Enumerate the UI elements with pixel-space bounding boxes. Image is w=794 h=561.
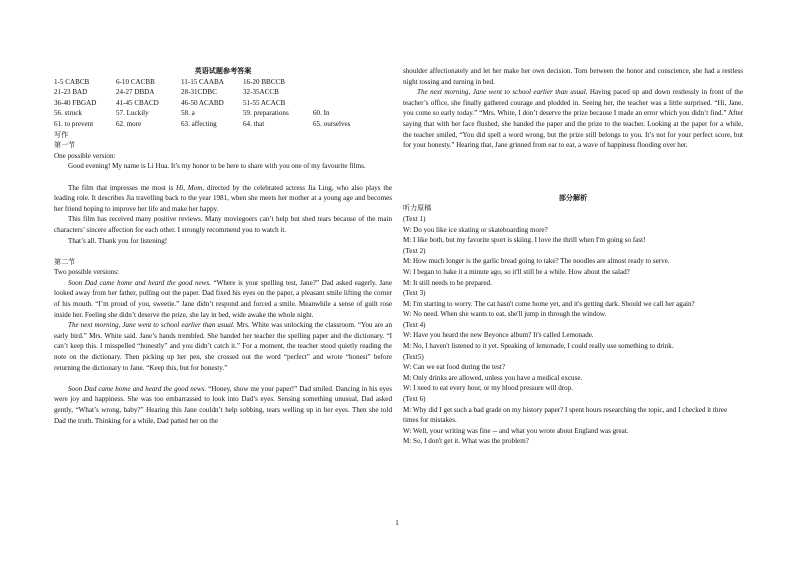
essay-paragraph: Good evening! My name is Li Hua. It’s my honor to be here to share with you one of my favourite films. [68, 162, 366, 171]
transcript-line: (Text 4) [403, 320, 426, 329]
answer-cell: 64. that [243, 119, 265, 128]
transcript-line: W: No need. When she wants to eat, she'll jump in through the window. [403, 310, 607, 319]
transcript-line: M: It still needs to be prepared. [403, 278, 492, 287]
transcript-line: M: So, I don't get it. What was the problem? [403, 437, 529, 446]
essay-text: directed by the celebrated actress Jia Ling, who also plays the leading role. It describes Jia travelling back to the year 1981, when she meets her mother at a young age and becomes her friend hoping to improve her life and make her happy. [54, 183, 392, 213]
answer-cell: 51-55 ACACB [243, 98, 286, 107]
story-text: Having paced up and down restlessly in front of the teacher’s office, she finally gathered courage and plodded in. Seeing her, the teacher was a little surprised. “Hi, Jane, you come so early today.” “Mrs. White, I don’t deserve the prize because I made an error which you didn’t find.” After saying that with her face flushed, she handed the paper and the prize to the teacher. Looking at the paper for a while, the teacher smiled, “You did spell a word wrong, but the prize still belongs to you. It’s not for your perfect score, but for your honesty.” Hearing that, Jane grinned from ear to ear, a wave of happiness flooding over her. [403, 88, 743, 150]
answer-cell: 62. more [116, 119, 142, 128]
story-lead: Soon Dad came home and heard the good news. [68, 384, 207, 393]
answer-cell [313, 87, 383, 98]
essay-paragraph [54, 183, 392, 215]
writing-heading: 写作 [54, 130, 69, 139]
answer-cell: 1-5 CABCB [54, 77, 90, 86]
answer-row [54, 77, 392, 88]
answer-cell: 32-35ACCB [243, 88, 279, 97]
versions-label: Two possible versions: [54, 268, 119, 277]
transcript-line: W: Well, your writing was fine -- and what you wrote about England was great. [403, 426, 629, 435]
story-text: Mrs. White was unlocking the classroom. “You are an early bird.” Mrs. White said. Jane’s hands trembled. She handed her teacher the spelling paper and the dictionary. “I can’t keep this. I misspelled “honestly” and you didn’t catch it.” For a moment, the teacher stood quietly reading the note on the dictionary. Then picking up her pen, she crossed out the word “perfect” and wrote “honest” before returning the dictionary to Jane. “Keep this, but for honesty.” [54, 321, 392, 372]
listening-heading: 听力原稿 [403, 204, 432, 213]
answer-key-title: 英语试题参考答案 [194, 67, 252, 75]
answer-cell: 60. In [313, 109, 330, 118]
transcript-line: M: How much longer is the garlic bread going to take? The noodles are almost ready to serve. [403, 257, 670, 266]
answer-cell: 61. to prevent [54, 119, 94, 128]
answer-row [54, 119, 392, 130]
answer-cell [313, 98, 383, 109]
answer-cell: 24-27 DBDA [116, 88, 155, 97]
answer-cell: 65. ourselves [313, 119, 351, 128]
answer-cell: 63. affecting [181, 119, 217, 128]
answer-cell: 58. a [181, 109, 195, 118]
right-column [403, 66, 743, 447]
essay-paragraph: That’s all. Thank you for listening! [68, 236, 168, 245]
essay-text: The film that impresses me most is [68, 183, 177, 192]
transcript-line: (Text 1) [403, 214, 426, 223]
answer-cell [313, 77, 383, 88]
transcript [403, 214, 743, 447]
answer-cell: 16-20 BBCCB [243, 77, 285, 86]
story-lead: The next morning, Jane went to school earlier than usual. [417, 88, 588, 97]
story-paragraph [54, 320, 392, 373]
film-title: Hi, Mom, [176, 183, 205, 192]
story-text: “Where is your spelling test, Jane?” Dad asked eagerly. Jane looked away from her father, pulling out the paper. Dad fixed his eyes on the paper, a pleasant smile lifting the corner of his mouth. “I’m proud of you, sweetie.” Jane didn’t respond and forced a smile. Meanwhile a sense of guilt rose inside her. Feeling she didn’t deserve the prize, she lay in bed, wide awake the whole night. [54, 278, 392, 319]
answer-row [54, 108, 392, 119]
answer-row [54, 87, 392, 98]
story-text: “Honey, show me your paper!” Dad smiled. Dancing in his eyes were joy and happiness. She was too embarrassed to look into Dad’s eyes. Sensing something unusual, Dad asked gently, “What’s wrong, baby?” Hearing this Jane couldn’t help sobbing, tears welling up in her eyes. Then she told Dad the truth. Thinking for a while, Dad patted her on the [54, 384, 392, 425]
answer-cell: 36-40 FBGAD [54, 98, 97, 107]
answer-cell: 28-31CDBC [181, 88, 217, 97]
transcript-line: M: I like both, but my favorite sport is skiing. I love the thrill when I'm going so fast! [403, 236, 646, 245]
transcript-line: (Text 3) [403, 289, 426, 298]
version-label: One possible version: [54, 151, 116, 160]
answer-cell: 41-45 CBACD [116, 98, 159, 107]
transcript-line: W: Have you heard the new Beyonce album? It's called Lemonade. [403, 331, 594, 340]
answer-cell: 56. struck [54, 109, 82, 118]
transcript-line: M: Why did I get such a bad grade on my history paper? I spent hours researching the topic, and I checked it three times for mistakes. [403, 405, 728, 425]
answer-cell: 59. preparations [243, 109, 289, 118]
page-number: 1 [395, 518, 399, 527]
analysis-title: 部分解析 [558, 193, 588, 202]
story-paragraph [403, 87, 743, 151]
left-column [54, 66, 392, 426]
transcript-line: (Text 2) [403, 246, 426, 255]
essay-paragraph: This film has received many positive reviews. Many moviegoers can’t help but shed tears because of the main characters’ sincere affection for each other. I strongly recommend you to watch it. [54, 215, 392, 234]
story-paragraph [54, 384, 392, 426]
story-paragraph [54, 278, 392, 320]
answer-cell: 57. Luckily [116, 109, 149, 118]
transcript-line: M: Only drinks are allowed, unless you have a medical excuse. [403, 373, 583, 382]
transcript-line: (Text 6) [403, 395, 426, 404]
story-lead: The next morning, Jane went to school earlier than usual. [68, 321, 235, 330]
story-lead: Soon Dad came home and heard the good news. [68, 278, 211, 287]
section-1-heading: 第一节 [54, 141, 76, 150]
transcript-line: W: Do you like ice skating or skateboarding more? [403, 225, 548, 234]
transcript-line: W: I need to eat every hour, or my blood pressure will drop. [403, 384, 574, 393]
answer-cell: 21-23 BAD [54, 88, 88, 97]
answer-cell: 11-15 CAABA [181, 77, 224, 86]
answer-cell: 6-10 CACBB [116, 77, 155, 86]
transcript-line: M: I'm starting to worry. The cat hasn't come home yet, and it's getting dark. Should we call her again? [403, 299, 695, 308]
answer-cell: 46-50 ACABD [181, 98, 224, 107]
transcript-line: W: I began to bake it a minute ago, so it'll still be a while. How about the salad? [403, 267, 630, 276]
transcript-line: (Text5) [403, 352, 424, 361]
answer-row [54, 98, 392, 109]
story-continuation: shoulder affectionately and let her make her own decision. Torn between the honor and conscience, she had a restless night tossing and turning in bed. [403, 67, 743, 86]
transcript-line: W: Can we eat food during the test? [403, 363, 505, 372]
section-2-heading: 第二节 [54, 257, 76, 266]
transcript-line: M: No, I haven't listened to it yet. Speaking of lemonade, I could really use something to drink. [403, 342, 674, 351]
answer-table [54, 77, 392, 130]
